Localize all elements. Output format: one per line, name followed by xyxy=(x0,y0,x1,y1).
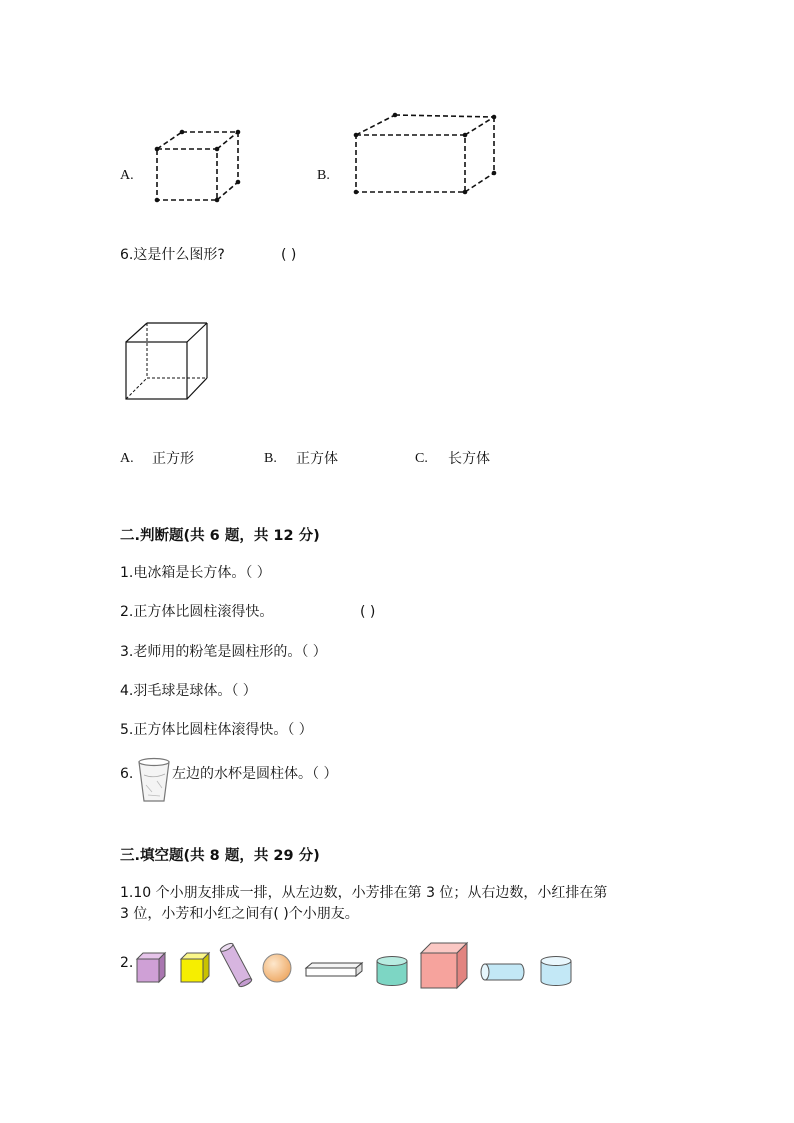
orange-sphere-icon xyxy=(261,952,293,984)
salmon-cube-icon xyxy=(419,941,469,991)
section3-q2-number: 2. xyxy=(120,955,134,971)
section2-item-5: 5.正方体比圆柱体滚得快。（ ） xyxy=(120,722,313,738)
section2-item-6-number: 6. xyxy=(120,766,134,782)
section2-item-4: 4.羽毛球是球体。（ ） xyxy=(120,683,257,699)
horizontal-cylinder-icon xyxy=(480,962,526,982)
q6-option-a-letter: A. xyxy=(120,451,134,466)
q6-option-c-text: 长方体 xyxy=(448,451,490,467)
section3-title: 三.填空题(共 8 题，共 29 分) xyxy=(120,848,320,864)
tilted-cylinder-icon xyxy=(219,940,253,990)
purple-cube-icon xyxy=(135,951,167,985)
section2-title: 二.判断题(共 6 题，共 12 分) xyxy=(120,528,320,544)
section2-item-1: 1.电冰箱是长方体。（ ） xyxy=(120,565,271,581)
lightblue-cylinder-icon xyxy=(539,955,573,987)
section2-item-6-text: 左边的水杯是圆柱体。（ ） xyxy=(172,766,338,782)
q6-answer-blank[interactable]: ( ) xyxy=(281,247,297,263)
section3-q1-line2: 3 位，小芳和小红之间有( )个小朋友。 xyxy=(120,906,359,922)
q6-option-b-letter: B. xyxy=(264,451,277,466)
dashed-cube-figure xyxy=(150,126,246,206)
section2-item-3: 3.老师用的粉笔是圆柱形的。（ ） xyxy=(120,644,327,660)
flat-cuboid-icon xyxy=(304,962,364,978)
section3-q1-line1: 1.10 个小朋友排成一排，从左边数，小芳排在第 3 位；从右边数，小红排在第 xyxy=(120,885,608,901)
option-a-label: A. xyxy=(120,168,134,183)
section2-item-2: 2.正方体比圆柱滚得快。 xyxy=(120,604,274,620)
teal-cylinder-icon xyxy=(375,955,409,987)
cube-figure xyxy=(120,318,212,404)
dashed-cuboid-figure xyxy=(350,110,500,200)
section2-item-2-blank[interactable]: ( ) xyxy=(360,604,376,620)
q6-option-c-letter: C. xyxy=(415,451,428,466)
q6-question: 6.这是什么图形? xyxy=(120,247,225,263)
option-b-label: B. xyxy=(317,168,330,183)
q6-option-b-text: 正方体 xyxy=(296,451,338,467)
q6-option-a-text: 正方形 xyxy=(152,451,194,467)
water-glass-icon xyxy=(136,757,172,805)
yellow-cube-icon xyxy=(179,951,211,985)
